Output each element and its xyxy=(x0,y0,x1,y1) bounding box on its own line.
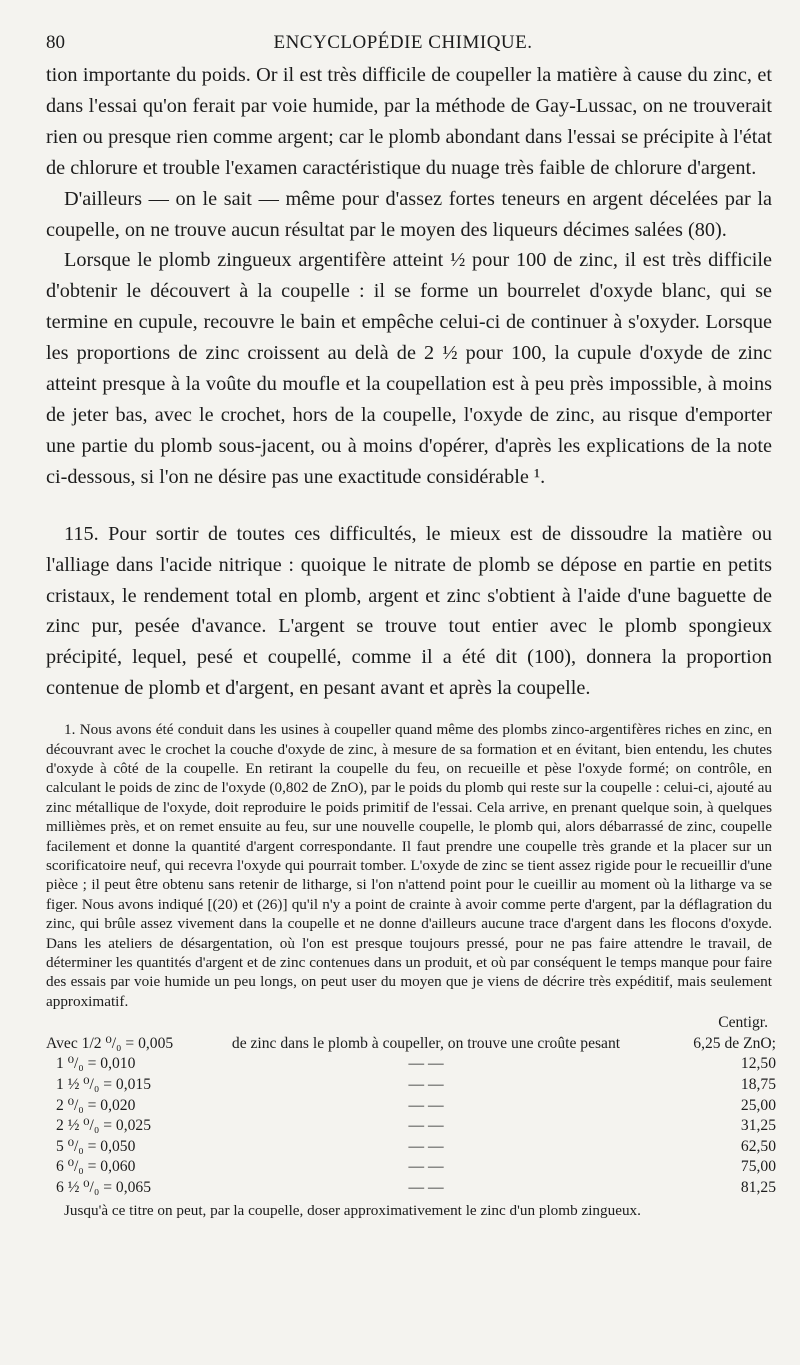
weight-cell: 75,00 xyxy=(740,1158,776,1176)
percent-cell: 6 ½ ⁰/₀ = 0,065 xyxy=(56,1178,151,1196)
weight-cell: 12,50 xyxy=(740,1055,776,1073)
description-cell: — — xyxy=(408,1096,444,1114)
footnote xyxy=(46,720,772,1011)
description-cell: — — xyxy=(408,1117,444,1135)
percent-cell: 6 ⁰/₀ = 0,060 xyxy=(56,1158,136,1176)
paragraph: tion importante du poids. Or il est très difficile de coupeller la matière à cause du zinc, et dans l'essai qu'on ferait par voie humide, par la méthode de Gay-Lussac, on ne trouverait rien ou presque rien comme argent; car le plomb abondant dans l'essai se précipite à l'état de chlorure et trouble l'examen caractéristique du nuage très faible de chlorure d'argent. xyxy=(46,64,772,179)
footnote-text: 1. Nous avons été conduit dans les usines à coupeller quand même des plombs zinco-argentifères riches en zinc, en découvrant avec le crochet la couche d'oxyde de zinc, à mesure de sa formation et en évitant, bien entendu, les chutes d'oxyde à côté de la coupelle. En retirant la coupelle du feu, on recueille et pèse l'oxyde formé; on contrôle, en calculant le poids de zinc de l'oxyde (0,802 de ZnO), par le poids du plomb qui reste sur la coupelle : celui-ci, ajouté au zinc métallique de l'oxyde, doit reproduire le poids primitif de l'essai. Cela arrive, en prenant quelque soin, à quelques millièmes près, et on remet ensuite au feu, sur une nouvelle coupelle, le plomb qui, alors débarrassé de zinc, coupelle facilement et donne la quantité d'argent correspondante. Il faut prendre une coupelle très grande et la placer sur un scorificatoire neuf, qui recevra l'oxyde qui pourrait tomber. L'oxyde de zinc se tient assez rigide pour le recueillir d'une pièce ; il peut être obtenu sans retenir de litharge, si l'on n'attend point pour le cueillir au moment où la litharge va se figer. Nous avons indiqué [(20) et (26)] qu'il n'y a point de crainte à avoir comme perte d'argent, par la déflagration du zinc, qui brûle assez vivement dans la coupelle et ne donne d'ailleurs aucune trace d'argent dans les flocons d'oxyde. Dans les ateliers de désargentation, où l'on est presque toujours pressé, pour ne pas faire attendre le travail, de déterminer les quantités d'argent et de zinc contenues dans un produit, et où par conséquent le temps manque pour faire des essais par voie humide un peu longs, on peut user du moyen que je viens de décrire très expéditif, mais seulement approximatif. xyxy=(46,721,772,1010)
weight-cell: 62,50 xyxy=(740,1137,776,1155)
weight-cell: 25,00 xyxy=(740,1096,776,1114)
weight-cell: 18,75 xyxy=(740,1076,776,1093)
table-row xyxy=(46,1054,780,1075)
unit-label: Centigr. xyxy=(718,1014,768,1032)
description-cell: — — xyxy=(408,1158,444,1176)
paragraph: Lorsque le plomb zingueux argentifère atteint ½ pour 100 de zinc, il est très difficile d'obtenir le découvert à la coupelle : il se forme un bourrelet d'oxyde blanc, qui se termine en cupule, recouvre le bain et empêche celui-ci de continuer à s'oxyder. Lorsque les proportions de zinc croissent au delà de 2 ½ pour 100, la cupule d'oxyde de zinc atteint presque à la voûte du moufle et la coupellation est à peu près impossible, à moins de jeter bas, avec le crochet, hors de la coupelle, l'oxyde de zinc, au risque d'emporter une partie du plomb sous-jacent, ou à moins d'opérer, d'après les explications de la note ci-dessous, si l'on ne désire pas une exactitude considérable ¹. xyxy=(46,249,772,488)
table-row xyxy=(46,1116,780,1137)
page-header xyxy=(46,32,780,60)
description-cell: de zinc dans le plomb à coupeller, on trouve une croûte pesant xyxy=(231,1034,621,1052)
weight-cell: 81,25 xyxy=(740,1178,776,1196)
description-cell: — — xyxy=(408,1076,444,1093)
body-text xyxy=(46,60,772,704)
table-row xyxy=(46,1034,780,1055)
table-unit-row xyxy=(46,1013,780,1034)
percent-cell: 5 ⁰/₀ = 0,050 xyxy=(56,1137,136,1155)
percent-cell: 2 ⁰/₀ = 0,020 xyxy=(56,1096,136,1114)
percent-cell: 2 ½ ⁰/₀ = 0,025 xyxy=(56,1117,151,1135)
description-cell: — — xyxy=(408,1178,444,1196)
closing-line: Jusqu'à ce titre on peut, par la coupelle, doser approximativement le zinc d'un plomb zingueux. xyxy=(64,1201,641,1219)
table-row xyxy=(46,1157,780,1178)
weight-cell: 6,25 de ZnO; xyxy=(693,1034,776,1052)
description-cell: — — xyxy=(408,1137,444,1155)
running-title: ENCYCLOPÉDIE CHIMIQUE. xyxy=(273,32,533,53)
table-row xyxy=(46,1075,780,1096)
percent-cell: Avec 1/2 ⁰/₀ = 0,005 xyxy=(46,1034,174,1052)
section-115-paragraph: 115. Pour sortir de toutes ces difficultés, le mieux est de dissoudre la matière ou l'alliage dans l'acide nitrique : quoique le nitrate de plomb se dépose en partie en petits cristaux, le rendement total en plomb, argent et zinc s'obtient à l'aide d'une baguette de zinc pur, pesée d'avance. L'argent se trouve tout entier avec le plomb spongieux précipité, lequel, pesé et coupellé, comme il a été dit (100), donnera la proportion contenue de plomb et d'argent, en pesant avant et après la coupelle. xyxy=(46,522,772,700)
paragraph: D'ailleurs — on le sait — même pour d'assez fortes teneurs en argent décelées par la coupelle, on ne trouve aucun résultat par le moyen des liqueurs décimes salées (80). xyxy=(46,187,772,241)
page-number: 80 xyxy=(46,32,65,53)
results-table xyxy=(46,1013,780,1198)
percent-cell: 1 ⁰/₀ = 0,010 xyxy=(56,1055,136,1073)
table-row xyxy=(46,1096,780,1117)
percent-cell: 1 ½ ⁰/₀ = 0,015 xyxy=(56,1076,151,1093)
table-row xyxy=(46,1137,780,1158)
table-row xyxy=(46,1178,780,1199)
weight-cell: 31,25 xyxy=(740,1117,776,1135)
description-cell: — — xyxy=(408,1055,444,1073)
